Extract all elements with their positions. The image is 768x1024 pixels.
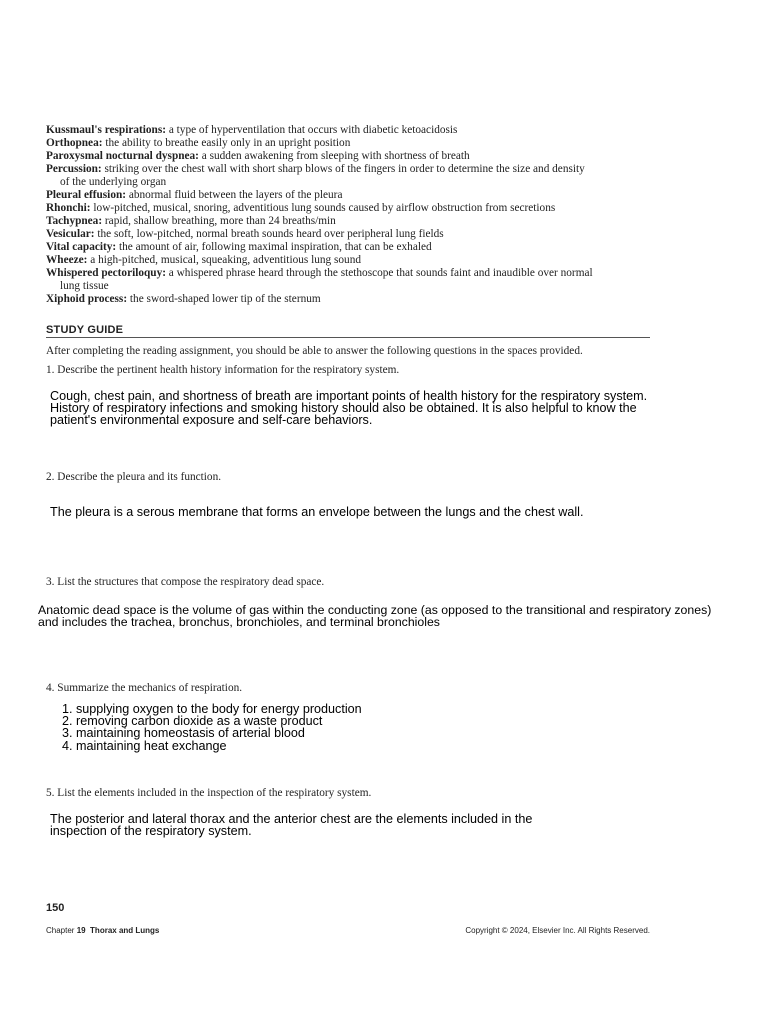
glossary-definition-continued: of the underlying organ xyxy=(60,176,167,188)
glossary-term: Percussion: xyxy=(46,163,102,175)
glossary-definition: the amount of air, following maximal inspiration, that can be exhaled xyxy=(116,241,432,253)
glossary-term: Vesicular: xyxy=(46,228,95,240)
study-guide-intro: After completing the reading assignment, you should be able to answer the following questions in the spaces provided. xyxy=(46,345,583,357)
question-2: 2. Describe the pleura and its function. xyxy=(46,471,222,483)
glossary-entry xyxy=(46,241,666,254)
chapter-title: Thorax and Lungs xyxy=(90,926,160,935)
glossary-definition: abnormal fluid between the layers of the pleura xyxy=(126,189,343,201)
answer-line: patient's environmental exposure and self-care behaviors. xyxy=(50,413,373,428)
answer-list-item: 1. supplying oxygen to the body for energy production xyxy=(62,702,362,716)
glossary-definition: a whispered phrase heard through the stethoscope that sounds faint and inaudible over normal xyxy=(165,267,593,279)
glossary-entry xyxy=(46,215,666,228)
glossary-term: Rhonchi: xyxy=(46,202,91,214)
answer-line: The posterior and lateral thorax and the anterior chest are the elements included in the xyxy=(50,812,533,826)
glossary-definition: the soft, low-pitched, normal breath sounds heard over peripheral lung fields xyxy=(94,228,444,240)
glossary-definition: a sudden awakening from sleeping with shortness of breath xyxy=(198,150,470,162)
answer-line: Anatomic dead space is the volume of gas within the conducting zone (as opposed to the transitional and respiratory zones) xyxy=(38,603,712,617)
glossary-term: Whispered pectoriloquy: xyxy=(46,267,166,279)
answer-list-item: 4. maintaining heat exchange xyxy=(62,738,227,753)
question-1: 1. Describe the pertinent health history information for the respiratory system. xyxy=(46,364,400,376)
glossary-entry xyxy=(46,150,666,163)
glossary-term: Vital capacity: xyxy=(46,241,117,253)
glossary-term: Xiphoid process: xyxy=(46,293,128,305)
answer-line: History of respiratory infections and smoking history should also be obtained. It is also helpful to know the xyxy=(50,401,637,416)
answer-list-item: 3. maintaining homeostasis of arterial blood xyxy=(62,726,305,741)
answer-3[interactable] xyxy=(38,604,763,628)
question-5: 5. List the elements included in the inspection of the respiratory system. xyxy=(46,787,372,799)
glossary-term: Wheeze: xyxy=(46,254,88,266)
glossary-definition: the sword-shaped lower tip of the sternum xyxy=(127,293,321,305)
glossary-entry xyxy=(46,254,666,267)
answer-list-item: 2. removing carbon dioxide as a waste product xyxy=(62,714,323,729)
answer-line: The pleura is a serous membrane that forms an envelope between the lungs and the chest wall. xyxy=(50,505,584,519)
question-4: 4. Summarize the mechanics of respiration. xyxy=(46,682,243,694)
glossary-entry xyxy=(46,267,666,293)
glossary-entry xyxy=(46,124,666,137)
glossary-entry xyxy=(46,163,666,189)
answer-line: and includes the trachea, bronchus, bronchioles, and terminal bronchioles xyxy=(38,615,440,630)
chapter-number: 19 xyxy=(76,926,86,935)
copyright-notice: Copyright © 2024, Elsevier Inc. All Rights Reserved. xyxy=(465,926,650,935)
answer-1[interactable] xyxy=(50,390,750,427)
chapter-prefix: Chapter xyxy=(46,926,77,935)
glossary-term: Pleural effusion: xyxy=(46,189,127,201)
glossary-definition-continued: lung tissue xyxy=(60,280,109,292)
answer-2[interactable] xyxy=(50,506,750,518)
glossary-definition: a type of hyperventilation that occurs with diabetic ketoacidosis xyxy=(166,124,458,136)
glossary-definition: low-pitched, musical, snoring, adventitious lung sounds caused by airflow obstruction from secretions xyxy=(90,202,556,214)
glossary-term: Orthopnea: xyxy=(46,137,103,149)
glossary-definition: the ability to breathe easily only in an upright position xyxy=(102,137,351,149)
study-guide-heading: STUDY GUIDE xyxy=(46,324,650,338)
glossary-term: Tachypnea: xyxy=(46,215,103,227)
chapter-footer xyxy=(46,926,159,935)
glossary-entry xyxy=(46,202,666,215)
glossary-entry xyxy=(46,189,666,202)
answer-4[interactable] xyxy=(46,703,546,752)
glossary-term: Paroxysmal nocturnal dyspnea: xyxy=(46,150,199,162)
glossary-term: Kussmaul's respirations: xyxy=(46,124,166,136)
page-number: 150 xyxy=(46,902,65,914)
answer-5[interactable] xyxy=(50,813,650,837)
glossary-entry xyxy=(46,293,666,306)
glossary-definition: a high-pitched, musical, squeaking, adventitious lung sound xyxy=(87,254,361,266)
glossary-definition: rapid, shallow breathing, more than 24 breaths/min xyxy=(102,215,336,227)
answer-line: inspection of the respiratory system. xyxy=(50,824,252,839)
answer-line: Cough, chest pain, and shortness of breath are important points of health history for the respiratory system. xyxy=(50,389,648,403)
glossary-entry xyxy=(46,137,666,150)
glossary-definition: striking over the chest wall with short sharp blows of the fingers in order to determine the size and density xyxy=(101,163,585,175)
glossary-entry xyxy=(46,228,666,241)
glossary xyxy=(46,124,666,306)
question-3: 3. List the structures that compose the respiratory dead space. xyxy=(46,576,325,588)
